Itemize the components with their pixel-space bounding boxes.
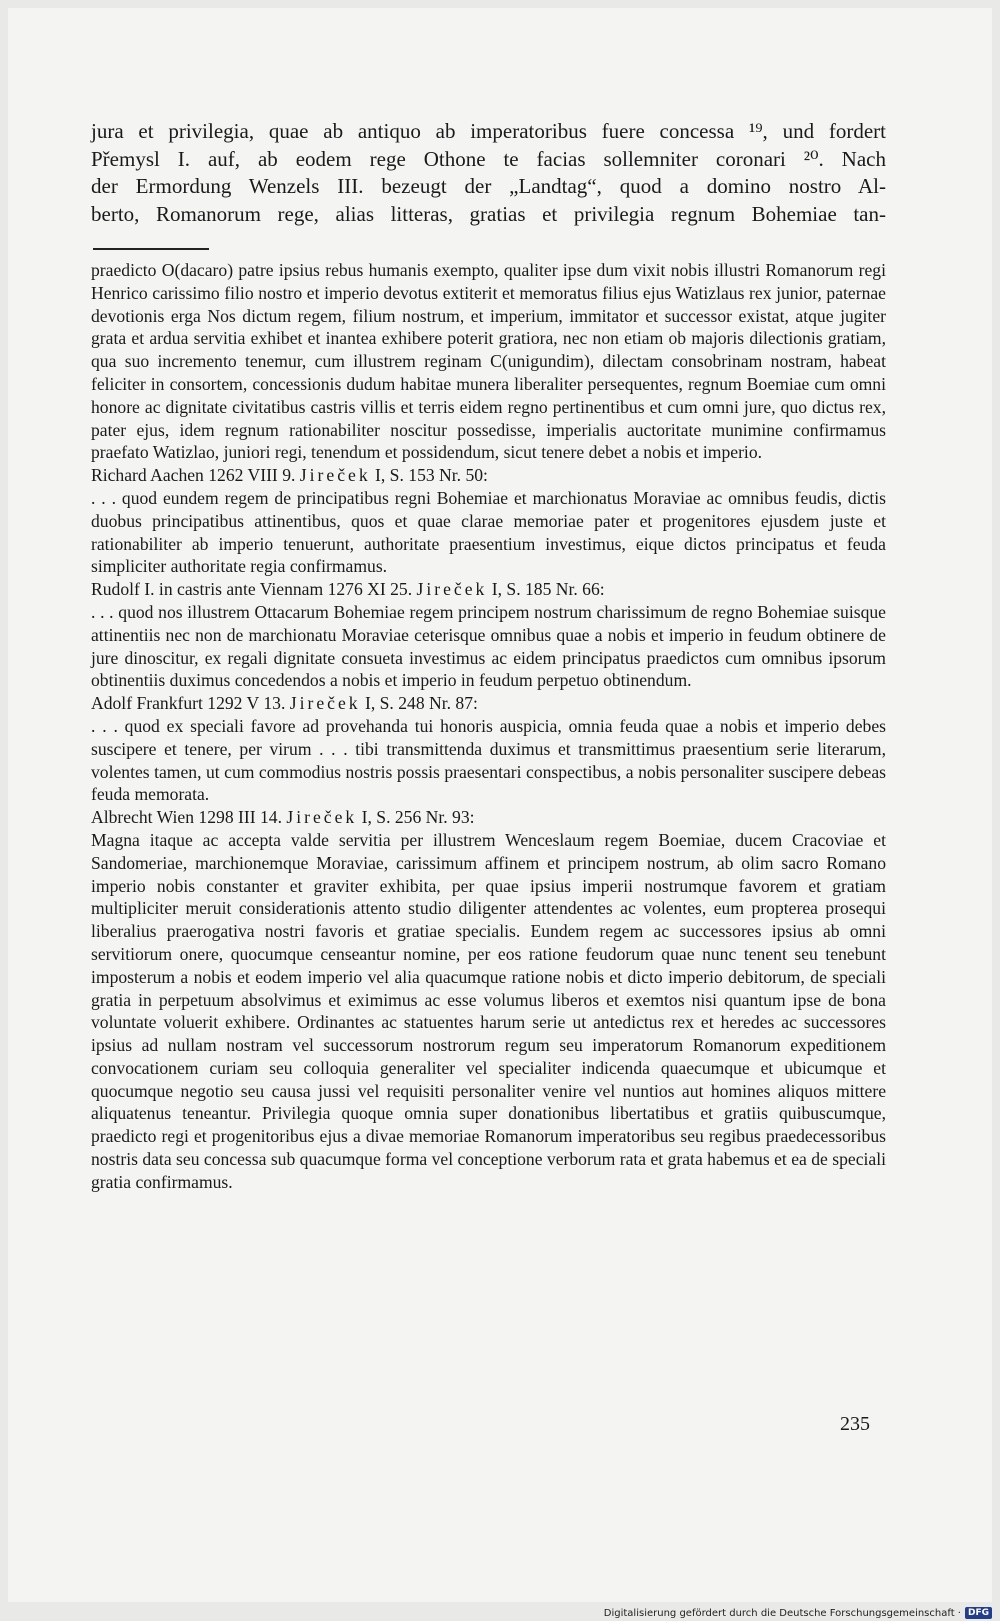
- footnotes: [91, 259, 886, 1194]
- citation: [91, 578, 886, 601]
- document-page: [8, 8, 992, 1602]
- footnote-paragraph: Magna itaque ac accepta valde servitia per illustrem Wenceslaum regem Boemiae, ducem Cracoviae et Sandomeriae, marchionemque Moraviae, carissimum affinem et principem nostrum, ab olim sacro Romano imperio nobis constanter et graviter exhibita, per quae ipsius imperii nostrumque favorem et gratiam multipliciter meruit considerationis attento studio diligenter attendentes ac volentes, eum propterea prosequi liberalius praerogativa nostri favoris et gratiae specialis. Eundem regem ac successores ipsius ab omni servitiorum onere, quocumque censeantur nomine, per eos ratione feudorum quae nunc tenent seu tenebunt imposterum a nobis et eodem imperio vel alia quacumque ratione nobis et dicto imperio debitorum, de speciali gratia in perpetuum absolvimus et eximimus ac esse volumus liberos et exemtos nisi quantum ipse de bona voluntate voluerit exhibere. Ordinantes ac statuentes harum serie ut antedictus rex et heredes ac successores ipsius ad nullam nostram vel successorum nostrorum regum seu imperatorum Romanorum expeditionem convocationem curiam seu colloquia generaliter vel specialiter indicenda quaecumque et ubicumque et quocumque negotio seu causa jussi vel requisiti personaliter venire vel nuntios aut homines aliquos mittere aliquatenus teneantur. Privilegia quoque omnia super donationibus libertatibus et gratiis quibuscumque, praedicto regi et progenitoribus ejus a divae memoriae Romanorum imperatoribus seu regibus praedecessoribus nostris data seu concessa sub quacumque forma vel conceptione verborum rata et grata habemus et ea de speciali gratia confirmamus.: [91, 829, 886, 1192]
- citation-author: Jireček: [289, 693, 361, 714]
- page-number: 235: [840, 1413, 870, 1435]
- citation-author: Jireček: [286, 807, 358, 828]
- main-text-line: der Ermordung Wenzels III. bezeugt der „Landtag“, quod a domino nostro Al-: [91, 174, 886, 198]
- footnote-paragraph: . . . quod nos illustrem Ottacarum Bohemiae regem principem nostrum charissimum de regno Bohemiae suisque attinentiis nec non de marchionatu Moraviae ceterisque omnibus quae a nobis et imperio in feudum obtinere de jure dinoscitur, ex regali dignitate consueta investimus ac eidem principatus praedictos cum omnibus ipsorum obtinentiis duximus concedendos a nobis et imperio in feudum perpetuo obtinendum.: [91, 601, 886, 691]
- dfg-logo: DFG: [965, 1607, 992, 1619]
- main-text-line: Přemysl I. auf, ab eodem rege Othone te facias sollemniter coronari ²⁰. Nach: [91, 146, 886, 171]
- digitization-credit: [604, 1607, 992, 1619]
- footnote-paragraph: . . . quod eundem regem de principatibus regni Bohemiae et marchionatus Moraviae ac omnibus feudis, dictis duobus principatibus attinentibus, quos et quae clarae memoriae pater et progenitores ejusdem juste et rationabiliter ab imperio tenuerunt, authoritate praesentium investimus, eique dictos principatus et feuda simpliciter authoritate regia confirmamus.: [91, 487, 886, 577]
- citation-source: Adolf Frankfurt 1292 V 13.: [91, 693, 286, 714]
- citation: [91, 464, 886, 487]
- citation-source: Richard Aachen 1262 VIII 9.: [91, 465, 296, 486]
- footnote-separator: [93, 248, 209, 250]
- citation: [91, 692, 886, 715]
- footnote-paragraph: praedicto O(dacaro) patre ipsius rebus humanis exempto, qualiter ipse dum vixit nobis illustri Romanorum regi Henrico carissimo filio nostro et imperio devotus extiterit et memoratus filius ejus Watizlaus rex junior, paternae devotionis erga Nos dictum regem, filium nostrum, et imperium, immitator et successor existat, atque jugiter grata et ardua servitia exhibet et inantea exhibere poterit gratiora, nec non etiam ob majoris dilectionis gratiam, qua suo incremento tenemur, cum illustrem reginam C(unigundim), dilectam consobrinam nostram, habeat feliciter in consortem, concessionis dudum habitae munera liberaliter persequentes, regnum Boemiae cum omni honore ac dignitate civitatibus castris villis et terris eidem regno pertinentibus et cum omni jure, quo dictus rex, pater ejus, idem regnum rationabiliter noscitur possedisse, imperialis auctoritate munimine confirmamus praefato Watizlao, juniori regi, tenendum et possidendum, sicut tenere debet a nobis et imperio.: [91, 260, 886, 463]
- citation-ref: I, S. 248 Nr. 87:: [364, 693, 478, 714]
- main-text-line: berto, Romanorum rege, alias litteras, gratias et privilegia regnum Bohemiae tan-: [91, 201, 886, 226]
- citation-ref: I, S. 153 Nr. 50:: [375, 465, 488, 486]
- citation-ref: I, S. 185 Nr. 66:: [491, 579, 605, 600]
- citation-source: Rudolf I. in castris ante Viennam 1276 XI 25.: [91, 579, 413, 600]
- citation: [91, 806, 886, 829]
- citation-author: Jireček: [416, 579, 488, 600]
- citation-source: Albrecht Wien 1298 III 14.: [91, 807, 282, 828]
- citation-author: Jireček: [299, 465, 371, 486]
- credit-text: Digitalisierung gefördert durch die Deutsche Forschungsgemeinschaft ·: [603, 1607, 961, 1619]
- main-text-line: jura et privilegia, quae ab antiquo ab imperatoribus fuere concessa ¹⁹, und fordert: [91, 119, 886, 143]
- footnote-paragraph: . . . quod ex speciali favore ad provehanda tui honoris auspicia, omnia feuda quae a nobis et imperio debes suscipere et tenere, per virum . . . tibi transmittenda duximus et transmittimus praesentium serie literarum, volentes tamen, ut cum commodius nostris possis praesentari conspectibus, a nobis personaliter suscipere debeas feuda memorata.: [91, 715, 886, 805]
- main-text: [91, 118, 886, 228]
- citation-ref: I, S. 256 Nr. 93:: [361, 807, 475, 828]
